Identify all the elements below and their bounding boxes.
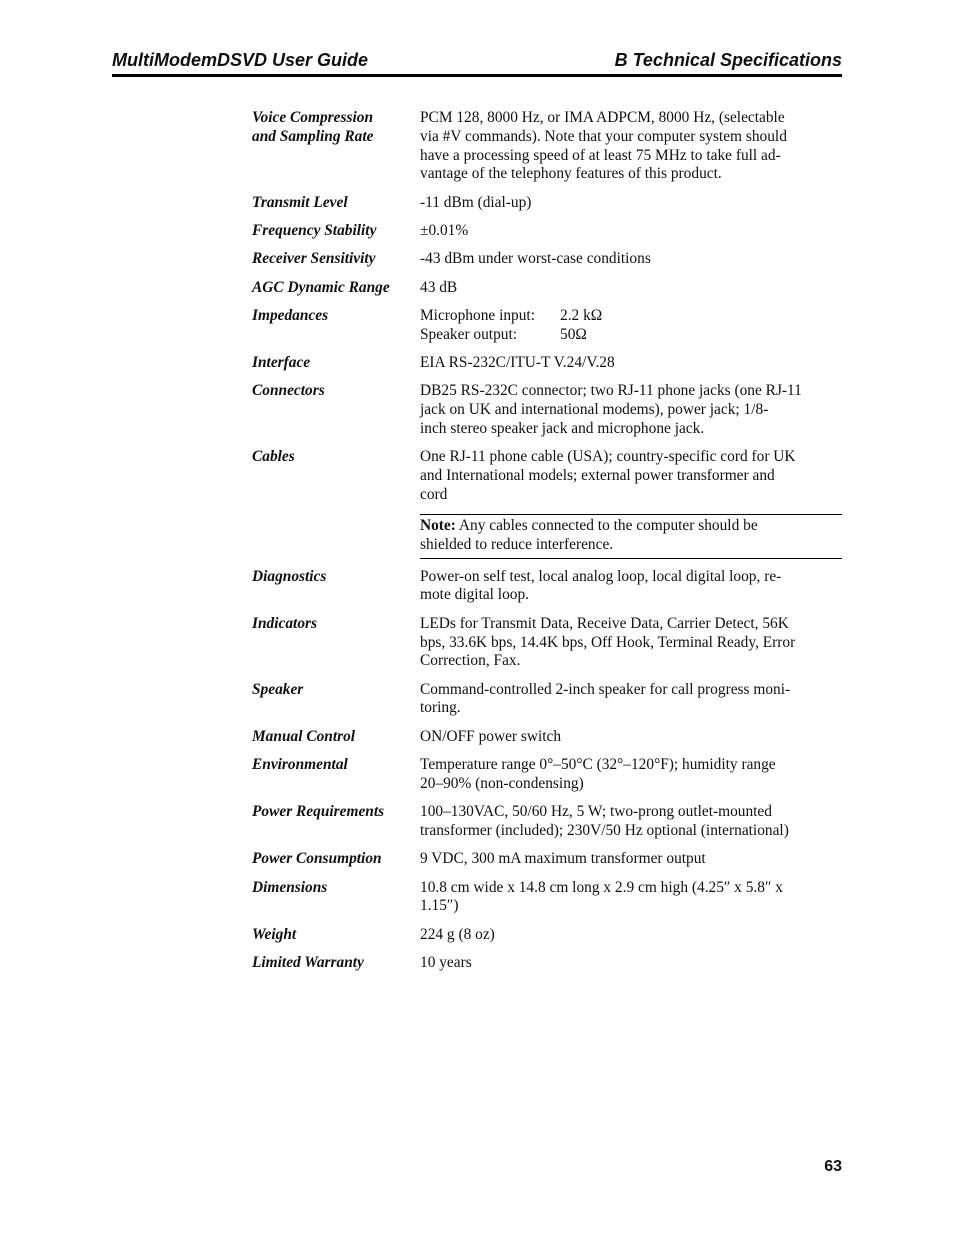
spec-value: 9 VDC, 300 mA maximum transformer output: [420, 850, 706, 868]
spec-row-manual-control: [252, 728, 842, 747]
spec-row-limited-warranty: [252, 954, 842, 973]
note-box: Note: Any cables connected to the computer should be shielded to reduce interference.: [420, 514, 842, 559]
spec-label: Cables: [252, 448, 295, 466]
spec-label: Frequency Stability: [252, 221, 377, 239]
spec-value: 224 g (8 oz): [420, 925, 495, 943]
spec-label: Diagnostics: [252, 567, 327, 585]
header-section: B Technical Specifications: [614, 50, 842, 70]
spec-row-transmit-level: [252, 194, 842, 213]
spec-value: -11 dBm (dial-up): [420, 193, 532, 211]
impedance-microphone: Microphone input: 2.2 kΩ: [420, 306, 603, 324]
spec-row-power-consumption: [252, 850, 842, 869]
page-header: [112, 48, 842, 77]
spec-value: One RJ-11 phone cable (USA); country-specific cord for UK and International models; external power transformer and cord: [420, 448, 796, 503]
spec-value: Power-on self test, local analog loop, local digital loop, re- mote digital loop.: [420, 567, 782, 604]
spec-row-interface: [252, 354, 842, 373]
page-number: 63: [824, 1158, 842, 1175]
spec-row-connectors: [252, 382, 842, 438]
spec-label: AGC Dynamic Range: [252, 278, 390, 296]
spec-row-voice-compression: [252, 109, 842, 184]
spec-value: EIA RS-232C/ITU-T V.24/V.28: [420, 353, 615, 371]
spec-value: LEDs for Transmit Data, Receive Data, Carrier Detect, 56K bps, 33.6K bps, 14.4K bps, Off Hook, Terminal Ready, Error Correction, Fax.: [420, 614, 796, 670]
spec-value: [420, 307, 842, 345]
spec-row-diagnostics: [252, 568, 842, 606]
spec-row-agc-dynamic-range: [252, 279, 842, 298]
spec-value: ±0.01%: [420, 221, 469, 239]
impedance-speaker: Speaker output: 50Ω: [420, 325, 587, 343]
spec-row-indicators: [252, 615, 842, 671]
spec-label: Voice Compression and Sampling Rate: [252, 109, 374, 145]
spec-value: DB25 RS-232C connector; two RJ-11 phone jacks (one RJ-11 jack on UK and international modems), power jack; 1/8- inch stereo speaker jack and microphone jack.: [420, 382, 802, 437]
header-title: MultiModemDSVD User Guide: [112, 50, 369, 70]
note-label: Note:: [420, 517, 456, 535]
spec-row-power-requirements: [252, 803, 842, 841]
spec-label: Connectors: [252, 382, 325, 400]
spec-label: Receiver Sensitivity: [252, 250, 376, 268]
spec-label: Dimensions: [252, 878, 328, 896]
spec-value: PCM 128, 8000 Hz, or IMA ADPCM, 8000 Hz, (selectable via #V commands). Note that your computer system should have a processing speed of at least 75 MHz to take full ad- vantage of the telephony features of this product.: [420, 109, 787, 183]
spec-value: 10.8 cm wide x 14.8 cm long x 2.9 cm high (4.25″ x 5.8″ x 1.15″): [420, 878, 783, 915]
spec-label: Impedances: [252, 306, 329, 324]
spec-label: Power Consumption: [252, 850, 382, 868]
spec-value: 43 dB: [420, 278, 458, 296]
spec-label: Environmental: [252, 756, 348, 774]
spec-label: Weight: [252, 925, 297, 943]
spec-row-dimensions: [252, 879, 842, 917]
spec-label: Limited Warranty: [252, 953, 364, 971]
spec-row-cables: [252, 448, 842, 504]
spec-row-impedances: [252, 307, 842, 345]
spec-row-weight: [252, 926, 842, 945]
spec-value: Command-controlled 2-inch speaker for call progress moni- toring.: [420, 680, 791, 717]
spec-label: Manual Control: [252, 727, 356, 745]
specifications-list: [252, 109, 842, 982]
spec-label: Speaker: [252, 680, 304, 698]
spec-row-receiver-sensitivity: [252, 250, 842, 269]
spec-value: 10 years: [420, 953, 472, 971]
spec-label: Interface: [252, 353, 311, 371]
spec-value: 100–130VAC, 50/60 Hz, 5 W; two-prong outlet-mounted transformer (included); 230V/50 Hz optional (international): [420, 803, 789, 839]
spec-value: ON/OFF power switch: [420, 727, 562, 745]
spec-label: Transmit Level: [252, 193, 348, 211]
spec-row-speaker: [252, 681, 842, 719]
spec-value: Temperature range 0°–50°C (32°–120°F); humidity range 20–90% (non-condensing): [420, 756, 776, 792]
spec-label: Indicators: [252, 614, 317, 632]
spec-value: -43 dBm under worst-case conditions: [420, 250, 651, 268]
spec-row-environmental: [252, 756, 842, 794]
cables-note: [252, 514, 842, 559]
spec-label: Power Requirements: [252, 803, 385, 821]
spec-row-frequency-stability: [252, 222, 842, 241]
